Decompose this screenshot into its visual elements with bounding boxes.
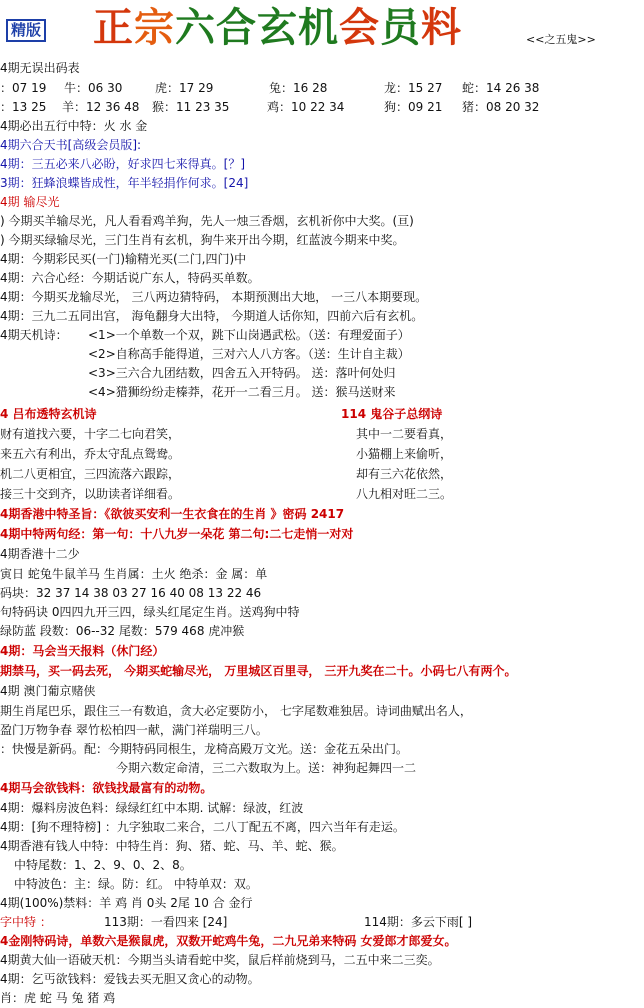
section-heading: 4期：马会当天报料（休门经）	[0, 644, 165, 658]
title-char: 宗	[134, 4, 175, 51]
zodiac-cell: ：13 25	[0, 100, 47, 114]
text-line: 4期：三五必来八必盼，好求四七来得真。[？]	[0, 157, 245, 171]
highlight-line: 4期中特两句经：第一句：十八九岁一朵花 第二句:二七走悄一对对	[0, 527, 354, 541]
text-line: ：快慢是新码。配：今期特码同根生，龙椅高殿万文光。送：金花五朵出门。	[0, 742, 409, 756]
highlight-line: 4期马会欲钱料：欲钱找最富有的动物。	[0, 781, 213, 795]
text-line: 4期：爆料房波色料：绿绿红红中本期. 试解：绿波，红波	[0, 801, 304, 815]
oracle-poem-label: 4期天机诗：	[0, 328, 68, 342]
highlight-line: 期禁马，买一码去死， 今期买蛇输尽光， 万里城区百里寻， 三开九奖在二十。小码七八有两个。	[0, 664, 517, 678]
page-header	[0, 0, 644, 58]
title-char: 会	[339, 4, 380, 51]
text-line: 字中特 ：	[0, 915, 52, 929]
zodiac-cell: 猴：11 23 35	[152, 100, 230, 114]
zodiac-cell: 龙：15 27	[384, 81, 443, 95]
text-line: 4期：今期彩民买(一门)输精光买(二门,四门)中	[0, 252, 247, 266]
zodiac-cell: 兔：16 28	[269, 81, 328, 95]
zodiac-cell: 猪：08 20 32	[462, 100, 540, 114]
section-heading: 4期 输尽光	[0, 195, 60, 209]
section-heading: 4期香港十二少	[0, 547, 80, 561]
zodiac-cell: ：07 19	[0, 81, 47, 95]
section-heading: 4 吕布透特玄机诗	[0, 407, 97, 421]
poem-line: 财有道找六要，十字二七向君笑，	[0, 427, 181, 441]
poem-line: 其中一二要看真，	[356, 427, 453, 441]
section-heading: 114 鬼谷子总纲诗	[341, 407, 443, 421]
text-line: 期生肖尾巴乐，跟住三一有数追，贪大必定要防小， 七字尾数难独居。诗词曲赋出名人，	[0, 704, 472, 718]
poem-line: 机二八更相宜，三四流落六跟踪，	[0, 467, 181, 481]
text-line: 4期：[狗不理特榜] ：九字独取二来合，二八丁配五不离，四六当年有走运。	[0, 820, 405, 834]
title-char: 员	[380, 4, 421, 51]
section-heading: 4期 澳门葡京赌侠	[0, 684, 96, 698]
zodiac-cell: 蛇：14 26 38	[462, 81, 540, 95]
oracle-poem-line: <4>猎狮纷纷走榛莽，花开一二看三月。 送：猴马送财来	[88, 385, 396, 399]
text-line: 盈门万物争春 翠竹松柏四一献，满门祥瑞明三八。	[0, 723, 268, 737]
poem-line: 接三十交到齐，以助读者详细看。	[0, 487, 181, 501]
zodiac-cell: 牛：06 30	[64, 81, 123, 95]
title-char: 料	[421, 4, 462, 51]
title-char: 六	[175, 4, 216, 51]
title-char: 正	[93, 4, 134, 51]
text-line: 码块：32 37 14 38 03 27 16 40 08 13 22 46	[0, 586, 262, 600]
text-line: 寅日 蛇兔牛鼠羊马 生肖属：土火 绝杀：金 属：单	[0, 567, 268, 581]
oracle-poem-line: <1>一个单数一个双，跳下山岗遇武松。（送：有理爱面子）	[88, 328, 410, 342]
text-line: ) 今期买绿输尽光，三门生肖有玄机，狗牛来开出今期，红蓝波今期来中奖。	[0, 233, 405, 247]
zodiac-cell: 羊：12 36 48	[62, 100, 140, 114]
text-line: 肖：虎 蛇 马 兔 猪 鸡	[0, 991, 116, 1005]
highlight-line: 4金刚特码诗，单数六是猴鼠虎，双数开蛇鸡牛兔，二九兄弟来特码 女爱郎才郎爱女。	[0, 934, 457, 948]
text-line: 4期(100%)禁料：羊 鸡 肖 0头 2尾 10 合 金行	[0, 896, 253, 910]
text-line: 4期黄大仙一语破天机：今期当头请看蛇中奖，鼠后样前烧到马，二五中来二三奕。	[0, 953, 440, 967]
table-title: 4期无误出码表	[0, 61, 80, 75]
text-line: 113期：一看四来 [24]	[104, 915, 228, 929]
text-line: 4期：六合心经：今期话说广东人，特码买单数。	[0, 271, 260, 285]
poem-line: 却有三六花依然，	[356, 467, 453, 481]
text-line: 句特码诀 0四四九开三四，绿头红尾定生肖。送鸡狗中特	[0, 605, 300, 619]
zodiac-cell: 虎：17 29	[155, 81, 214, 95]
oracle-poem-line: <2>自称高手能得道，三对六人八方客。（送：生计自主裁）	[88, 347, 410, 361]
text-line: 3期：狂蜂浪蝶皆成性，年半轻捐作何求。[24]	[0, 176, 249, 190]
text-line: ) 今期买羊输尽光，凡人看看鸡羊狗，先人一烛三香烟，玄机祈你中大奖。(亘)	[0, 214, 414, 228]
page-subtitle: <<之五鬼>>	[526, 33, 596, 46]
oracle-poem-line: <3>三六合九团结数，四舍五入开特码。 送：落叶何处归	[88, 366, 396, 380]
five-elements-line: 4期必出五行中特：火 水 金	[0, 119, 148, 133]
poem-line: 小猫棚上来偷听，	[356, 447, 453, 461]
text-line: 中特波色：主：绿。防：红。 中特单双：双。	[14, 877, 258, 891]
text-line: 4期：三九二五同出宫， 海龟翻身大出特， 今期道人话你知，四前六后有玄机。	[0, 309, 424, 323]
title-char: 玄	[257, 4, 298, 51]
poem-line: 来五六有利出，乔太守乱点鸳鸯。	[0, 447, 181, 461]
text-line: 4期：乞丐欲钱料：爱钱去买无胆又贪心的动物。	[0, 972, 260, 986]
title-char: 合	[216, 4, 257, 51]
text-line: 4期香港有钱人中特：中特生肖：狗、猪、蛇、马、羊、蛇、猴。	[0, 839, 344, 853]
text-line: 114期：多云下雨[ ]	[364, 915, 473, 929]
page-title	[93, 2, 462, 54]
text-line: 4期：今期买龙输尽光， 三八两边猜特码， 本期预测出大地， 一三八本期要现。	[0, 290, 428, 304]
zodiac-cell: 狗：09 21	[384, 100, 443, 114]
text-line: 绿防蓝 段数：06--32 尾数：579 468 虎冲猴	[0, 624, 245, 638]
text-line: 今期六数定命清，三二六数取为上。送：神狗起舞四一二	[116, 761, 417, 775]
edition-badge: 精版	[6, 19, 46, 42]
title-char: 机	[298, 4, 339, 51]
book-heading: 4期六合天书[高级会员版]:	[0, 138, 142, 152]
highlight-line: 4期香港中特圣旨：《欲彼买安利一生衣食在的生肖 》密码 2417	[0, 507, 345, 521]
text-line: 中特尾数：1、2、9、0、2、8。	[14, 858, 192, 872]
zodiac-cell: 鸡：10 22 34	[267, 100, 345, 114]
poem-line: 八九相对旺二三。	[356, 487, 453, 501]
